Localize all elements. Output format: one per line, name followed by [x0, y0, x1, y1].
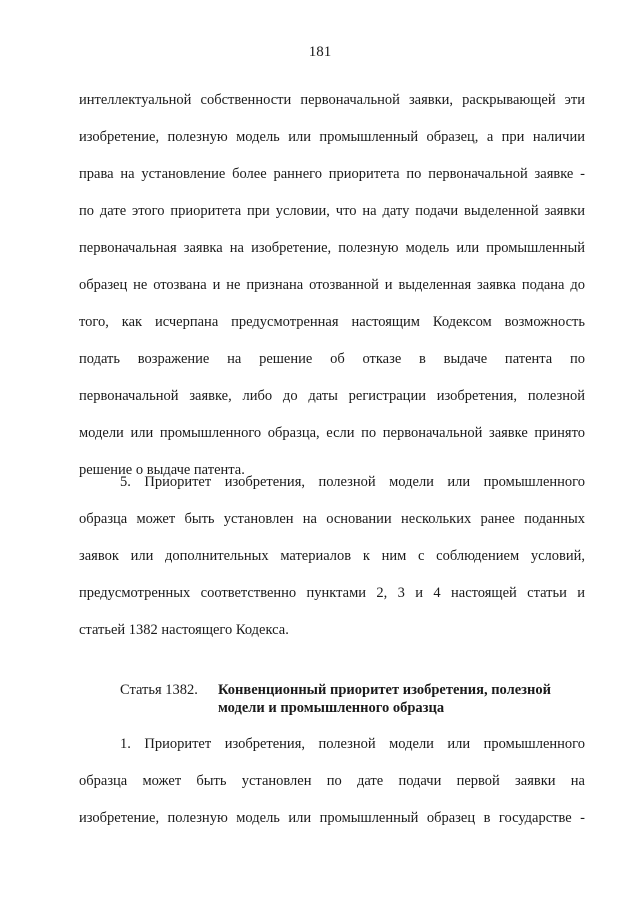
article-title: [218, 681, 590, 717]
text-line: подать возражение на решение об отказе в выдаче патента по: [79, 351, 585, 367]
page-number: 181: [308, 44, 332, 60]
paragraph-continued: [79, 90, 585, 497]
article-number: Статья 1382.: [120, 682, 198, 698]
text-line: заявок или дополнительных материалов к ним с соблюдением условий,: [79, 548, 585, 564]
paragraph-item-1: [79, 734, 585, 845]
text-line: образца может быть установлен на основании нескольких ранее поданных: [79, 511, 585, 527]
text-line: 1. Приоритет изобретения, полезной модели или промышленного: [120, 736, 585, 752]
article-title-line: модели и промышленного образца: [218, 700, 445, 716]
text-line: решение о выдаче патента.: [79, 462, 245, 478]
text-line: модели или промышленного образца, если по первоначальной заявке принято: [79, 425, 585, 441]
text-line: права на установление более раннего приоритета по первоначальной заявке -: [79, 166, 585, 182]
text-line: по дате этого приоритета при условии, что на дату подачи выделенной заявки: [79, 203, 585, 219]
text-line: статьей 1382 настоящего Кодекса.: [79, 622, 289, 638]
text-line: 5. Приоритет изобретения, полезной модели или промышленного: [120, 474, 585, 490]
text-line: образца может быть установлен по дате подачи первой заявки на: [79, 773, 585, 789]
text-line: интеллектуальной собственности первоначальной заявки, раскрывающей эти: [79, 92, 585, 108]
text-line: предусмотренных соответственно пунктами 2, 3 и 4 настоящей статьи и: [79, 585, 585, 601]
text-line: того, как исчерпана предусмотренная настоящим Кодексом возможность: [79, 314, 585, 330]
text-line: первоначальная заявка на изобретение, полезную модель или промышленный: [79, 240, 585, 256]
text-line: первоначальной заявке, либо до даты регистрации изобретения, полезной: [79, 388, 585, 404]
paragraph-item-5: [79, 472, 585, 657]
text-line: изобретение, полезную модель или промышленный образец в государстве -: [79, 810, 585, 826]
text-line: изобретение, полезную модель или промышленный образец, а при наличии: [79, 129, 585, 145]
text-line: образец не отозвана и не признана отозванной и выделенная заявка подана до: [79, 277, 585, 293]
article-title-line: Конвенционный приоритет изобретения, полезной: [218, 682, 551, 698]
